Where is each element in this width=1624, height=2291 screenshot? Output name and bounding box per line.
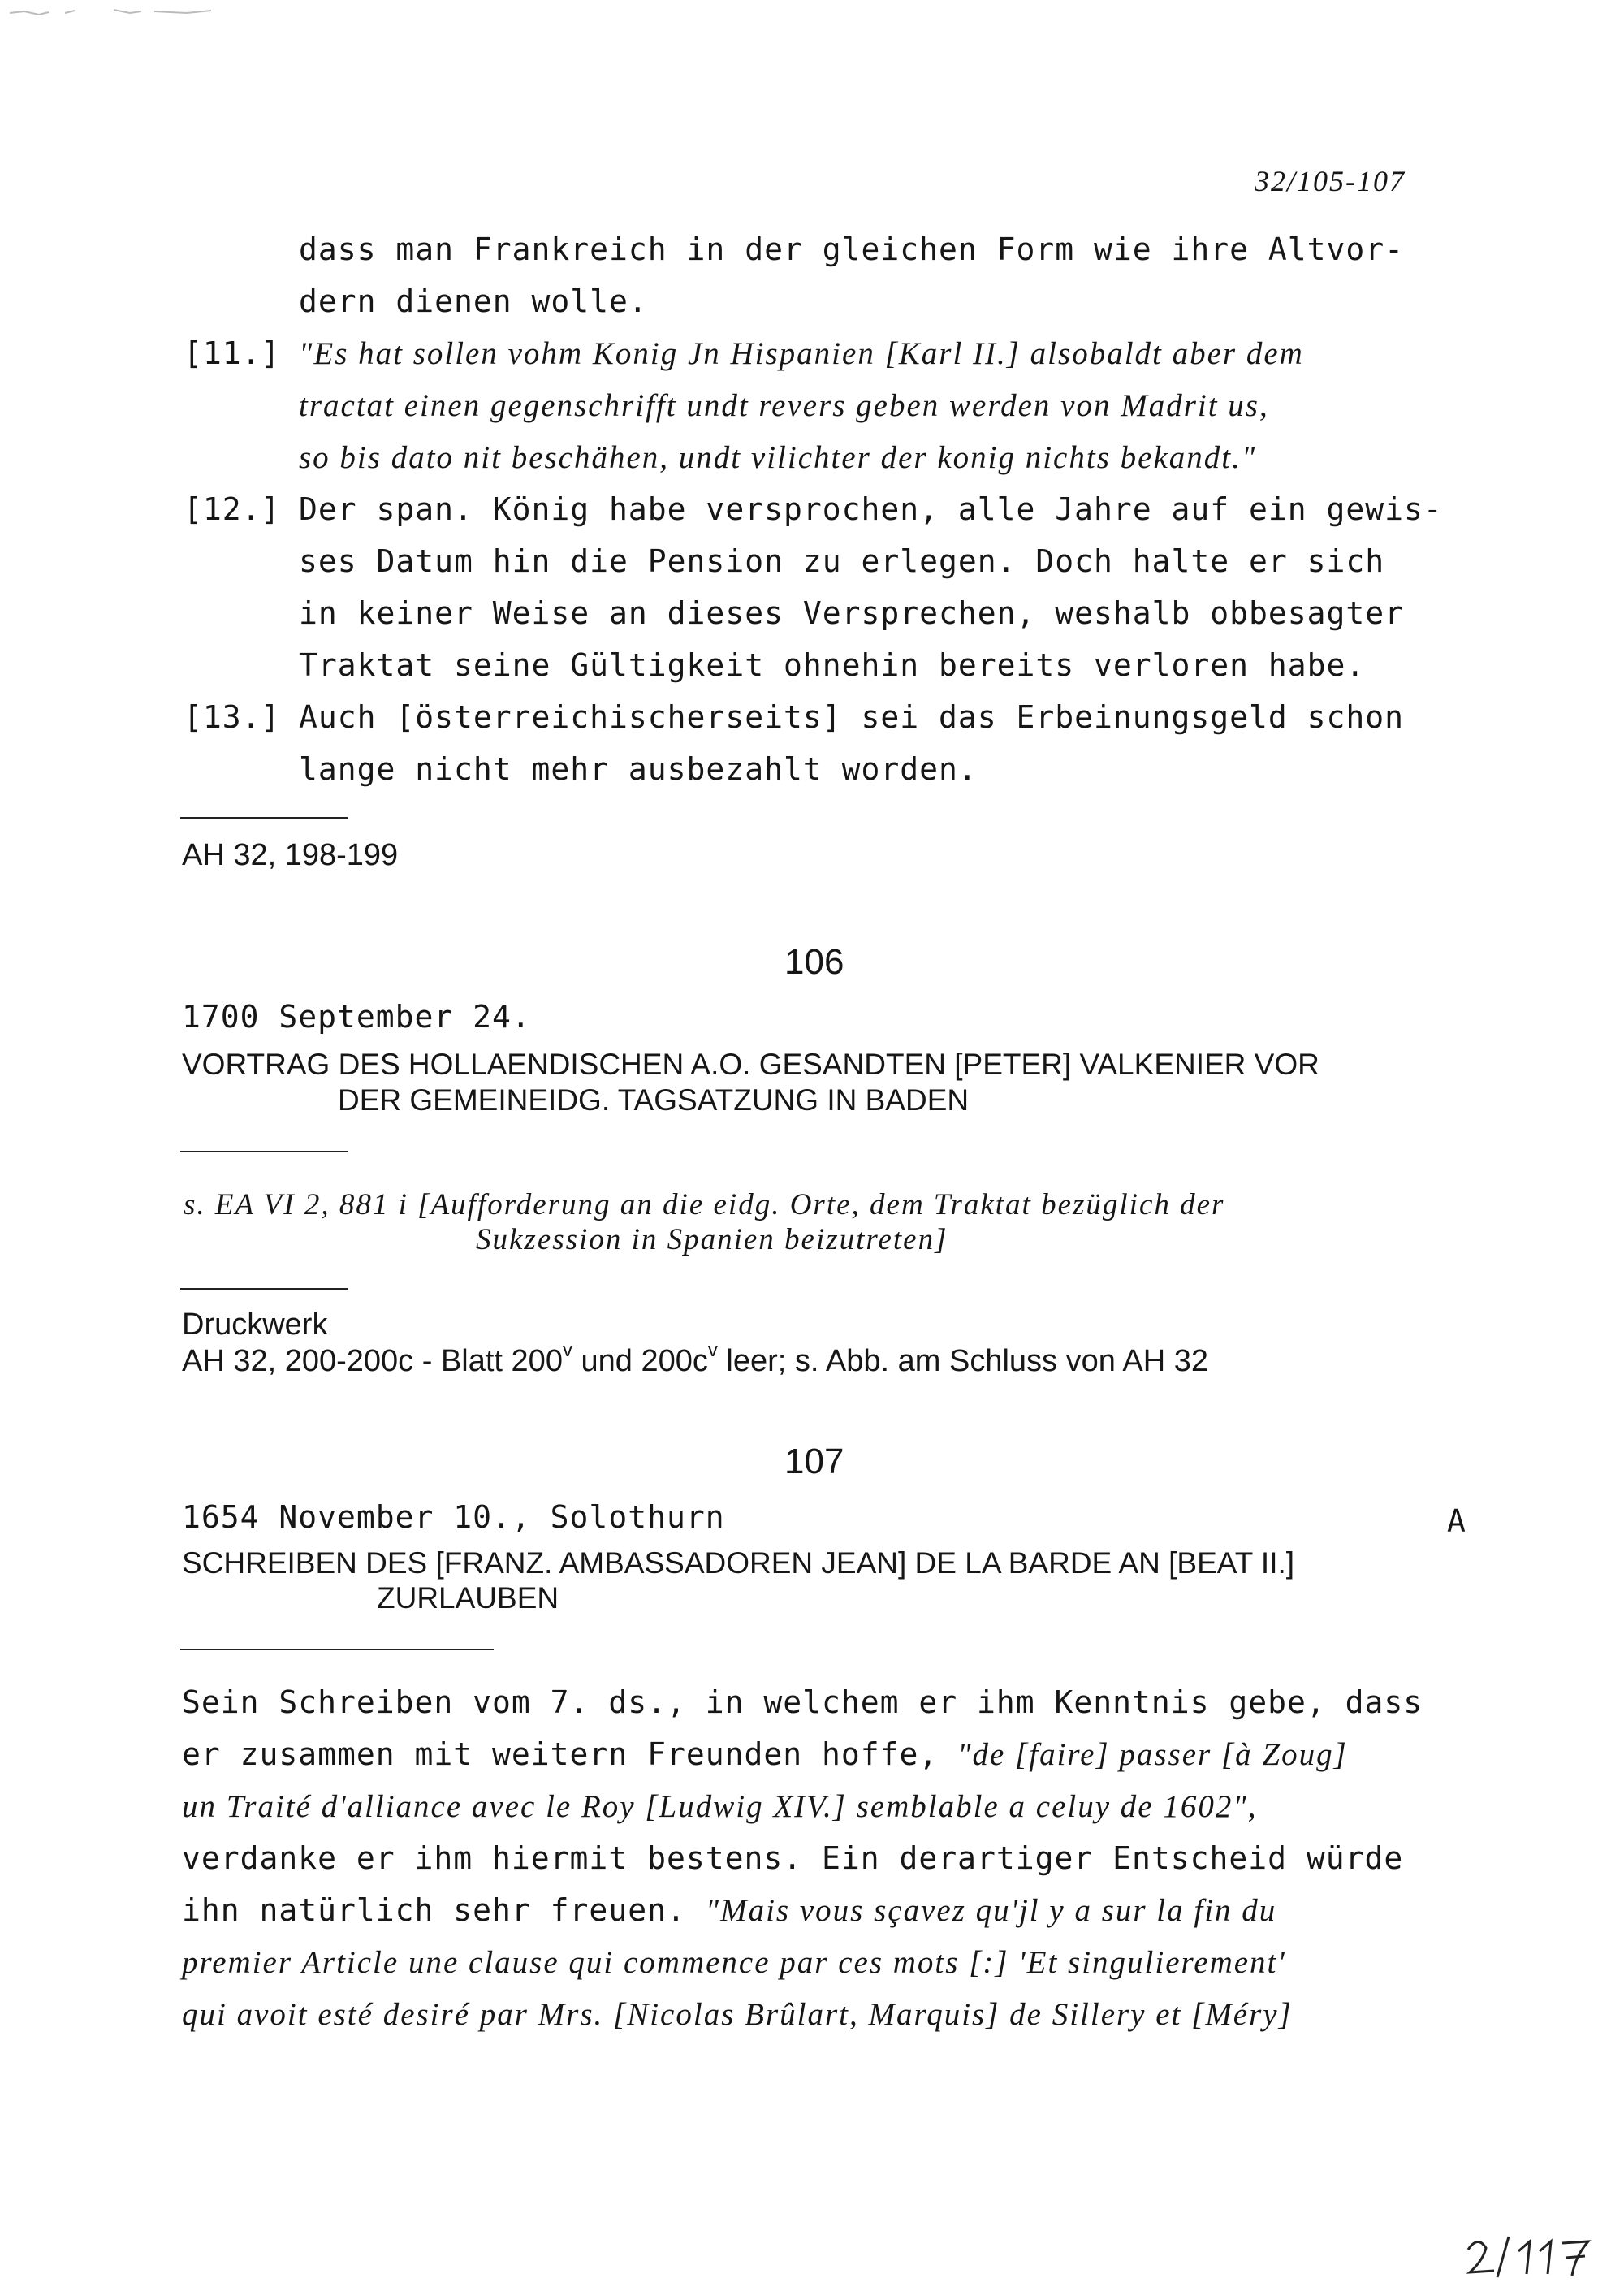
divider — [180, 1288, 348, 1290]
divider — [180, 1649, 494, 1650]
doc107-body-line — [182, 1736, 1348, 1773]
body-text-segment: verdanke er ihm hiermit bestens. Ein derartiger Entscheid würde — [182, 1840, 1404, 1876]
item-marker-13: [13.] — [184, 699, 281, 735]
source-citation-105: AH 32, 198-199 — [182, 838, 399, 872]
intro-line-1: dass man Frankreich in der gleichen Form wie ihre Altvor- — [299, 231, 1405, 267]
body-text-segment: Sein Schreiben vom 7. ds., in welchem er ihm Kenntnis gebe, dass — [182, 1684, 1423, 1720]
doc107-body-line — [182, 1892, 1276, 1929]
doc106-source-part-b: und 200c — [572, 1344, 708, 1378]
item13-line-1: Auch [österreichischerseits] sei das Erbeinungsgeld schon — [299, 699, 1405, 735]
item12-line-1: Der span. König habe versprochen, alle Jahre auf ein gewis- — [299, 491, 1443, 527]
item12-line-4: Traktat seine Gültigkeit ohnehin bereits verloren habe. — [299, 647, 1366, 683]
page-reference: 32/105-107 — [1255, 165, 1406, 197]
doc106-print-label: Druckwerk — [182, 1308, 328, 1342]
item-marker-12: [12.] — [184, 491, 281, 527]
doc107-title-line-2: ZURLAUBEN — [377, 1581, 559, 1615]
doc106-date: 1700 September 24. — [182, 999, 531, 1035]
item12-line-2: ses Datum hin die Pension zu erlegen. Doch halte er sich — [299, 543, 1385, 579]
body-text-segment: qui avoit esté desiré par Mrs. [Nicolas Brûlart, Marquis] de Sillery et [Méry] — [182, 1997, 1293, 2032]
doc107-body-line — [182, 1840, 1403, 1876]
doc107-body-line — [182, 1944, 1286, 1981]
doc106-title-line-2: DER GEMEINEIDG. TAGSATZUNG IN BADEN — [338, 1083, 970, 1117]
body-text-segment: un Traité d'alliance avec le Roy [Ludwig XIV.] semblable a celuy de 1602", — [182, 1789, 1258, 1824]
doc107-body-line — [182, 1996, 1293, 2033]
doc106-title-line-1: VORTRAG DES HOLLAENDISCHEN A.O. GESANDTEN [PETER] VALKENIER VOR — [182, 1048, 1320, 1081]
item11-line-2: tractat einen gegenschrifft undt revers geben werden von Madrit us, — [299, 388, 1269, 423]
body-text-segment: er zusammen mit weitern Freunden hoffe, — [182, 1736, 958, 1772]
body-text-segment: ihn natürlich sehr freuen. — [182, 1892, 706, 1928]
body-text-segment: "Mais vous sçavez qu'jl y a sur la fin du — [705, 1893, 1277, 1928]
doc-number-106: 106 — [784, 942, 844, 982]
item13-line-2: lange nicht mehr ausbezahlt worden. — [299, 751, 978, 787]
doc107-body-line — [182, 1684, 1423, 1720]
doc106-source-line — [182, 1339, 1208, 1379]
doc106-reference-line-2: Sukzession in Spanien beizutreten] — [476, 1223, 948, 1256]
doc107-title-line-1: SCHREIBEN DES [FRANZ. AMBASSADOREN JEAN] DE LA BARDE AN [BEAT II.] — [182, 1546, 1295, 1580]
doc106-source-part-a: AH 32, 200-200c - Blatt 200 — [182, 1344, 563, 1378]
doc106-superscript-1: v — [562, 1339, 572, 1361]
doc107-marker-a: A — [1447, 1503, 1466, 1539]
item11-line-1: "Es hat sollen vohm Konig Jn Hispanien [Karl II.] alsobaldt aber dem — [299, 336, 1304, 371]
doc-number-107: 107 — [784, 1442, 844, 1481]
scan-noise-mark — [8, 5, 252, 23]
item12-line-3: in keiner Weise an dieses Versprechen, weshalb obbesagter — [299, 595, 1405, 631]
intro-line-2: dern dienen wolle. — [299, 283, 648, 319]
doc106-superscript-2: v — [707, 1339, 718, 1361]
item-marker-11: [11.] — [184, 335, 281, 371]
doc106-source-part-c: leer; s. Abb. am Schluss von AH 32 — [717, 1344, 1208, 1378]
body-text-segment: premier Article une clause qui commence par ces mots [:] 'Et singulierement' — [182, 1945, 1286, 1980]
handwritten-folio-number — [1462, 2232, 1600, 2280]
divider — [180, 817, 348, 819]
doc107-body-line — [182, 1788, 1257, 1825]
doc106-reference-line-1: s. EA VI 2, 881 i [Aufforderung an die eidg. Orte, dem Traktat bezüglich der — [184, 1188, 1225, 1221]
body-text-segment: "de [faire] passer [à Zoug] — [957, 1737, 1348, 1772]
divider — [180, 1151, 348, 1152]
doc107-date-place: 1654 November 10., Solothurn — [182, 1499, 725, 1535]
item11-line-3: so bis dato nit beschähen, undt vilichter der konig nichts bekandt." — [299, 440, 1257, 475]
